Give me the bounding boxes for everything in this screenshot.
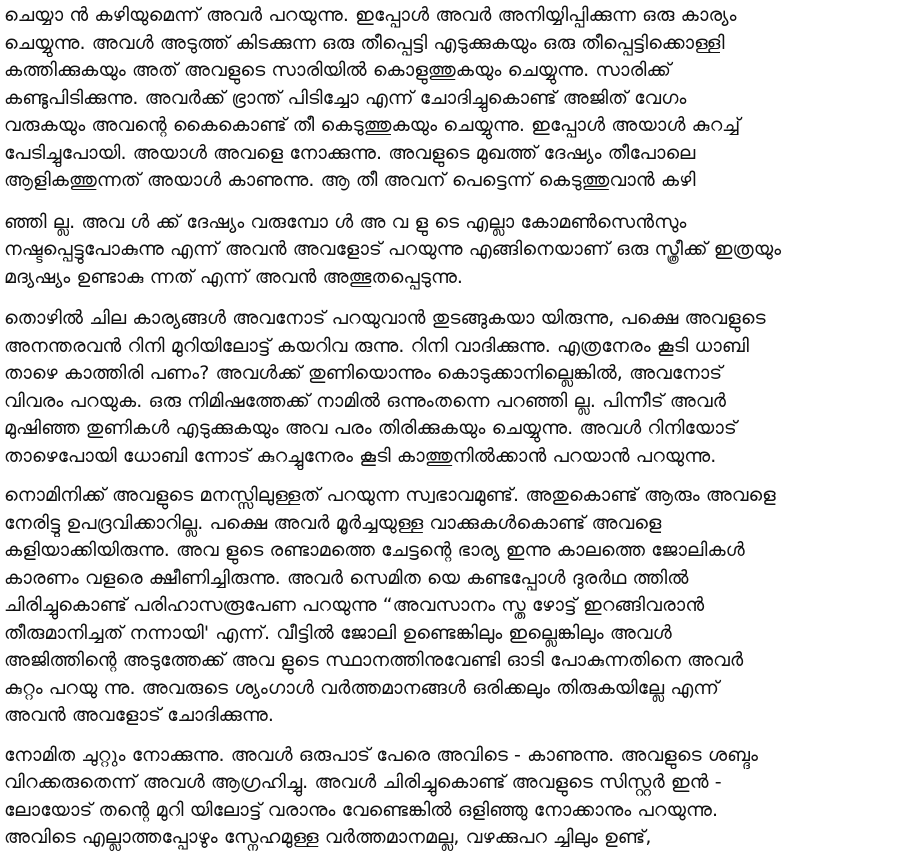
text-line: മദ്യഷ്യം ഉണ്ടാകു ന്നത് എന്ന് അവൻ അത്ഭുതപ്പെടുന്നു. (4, 265, 464, 288)
paragraph-2 (4, 209, 900, 292)
text-line: നൊമിനിക്ക് അവളുടെ മനസ്സിലുള്ളത് പറയുന്ന സ്വഭാവമുണ്ട്. അതുകൊണ്ട് ആരും അവളെ (4, 484, 776, 506)
text-line: കുറ്റം പറയു ന്നു. അവരുടെ ശ്യംഗാൾ വർത്തമാനങ്ങൾ ഒരിക്കലും തിരുകയില്ലേ എന്ന് (4, 676, 720, 699)
text-line: കളിയാക്കിയിരുന്നു. അവ ളുടെ രണ്ടാമത്തെ ചേട്ടന്റെ ഭാര്യ ഇന്നു കാലത്തെ ജോലികൾ (4, 539, 745, 561)
text-line: വരുകയും അവന്റെ കൈകൊണ്ട് തീ കെടുത്തുകയും ചെയ്യുന്നു. ഇപ്പോൾ അയാൾ കുറച്ച് (4, 114, 741, 136)
text-line: അനന്തരവൻ റിനി മുറിയിലോട്ട് കയറിവ രുന്നു. റിനി വാദിക്കുന്നു. എത്രനേരം കൂടി ധാബി (4, 334, 749, 357)
paragraph-1 (4, 2, 900, 195)
text-line: ചെയ്യാ ൻ കഴിയുമെന്ന് അവർ പറയുന്നു. ഇപ്പോൾ അവർ അനിയ്യിപ്പിക്കുന്ന ഒരു കാര്യം (4, 4, 737, 26)
text-line: ചിരിച്ചുകൊണ്ട് പരിഹാസരൂപേണ പറയുന്നു “അവസാനം സ്ത ഴോട്ട് ഇറങ്ങിവരാൻ (4, 594, 705, 616)
text-line: തീരുമാനിച്ചത് നന്നായി' എന്ന്. വീട്ടിൽ ജോലി ഉണ്ടെങ്കിലും ഇല്ലെങ്കിലും അവൾ (4, 621, 672, 644)
text-line: കണ്ടുപിടിക്കുന്നു. അവർക്ക് ഭ്രാന്ത് പിടിച്ചോ എന്ന് ചോദിച്ചുകൊണ്ട് അജിത് വേഗം (4, 86, 687, 109)
text-line: കാരണം വളരെ ക്ഷീണിച്ചിരുന്നു. അവർ സെമിത യെ കണ്ടപ്പോൾ ദുരർഥ ത്തിൽ (4, 566, 689, 589)
paragraph-4 (4, 482, 900, 730)
text-line: അവൻ അവളോട് ചോദിക്കുന്നു. (4, 704, 275, 726)
text-line: ഞ്ഞി ല്ല. അവ ൾ ക്ക് ദേഷ്യം വരുമ്പോ ൾ അ വ ളു ടെ എല്ലാ കോമൺസെൻസും (4, 210, 687, 233)
text-line: മുഷിഞ്ഞ തുണികൾ എടുക്കുകയും അവ പരം തിരിക്കുകയും ചെയ്യുന്നു. അവൾ റിനിയോട് (4, 417, 737, 439)
text-line: കത്തിക്കുകയും അത് അവളുടെ സാരിയിൽ കൊളുത്തുകയും ചെയ്യുന്നു. സാരിക്ക് (4, 59, 672, 81)
text-line: തൊഴിൽ ചില കാര്യങ്ങൾ അവനോട് പറയുവാൻ തുടങ്ങുകയാ യിരുന്നു, പക്ഷെ അവളുടെ (4, 307, 766, 329)
text-line: ആളികത്തുന്നത് അയാൾ കാണുന്നു. ആ തീ അവന് പെട്ടെന്ന് കെടുത്തുവാൻ കഴി (4, 169, 696, 191)
text-line: വിവരം പറയുക. ഒരു നിമിഷത്തേക്ക് നാമിൽ ഒന്നുംതന്നെ പറഞ്ഞി ല്ല. പിന്നീട് അവർ (4, 389, 727, 412)
text-line: ലോയോട് തന്റെ മുറി യിലോട്ട് വരാനും വേണ്ടെങ്കിൽ ഒളിഞ്ഞു നോക്കാനും പറയുന്നു. (4, 798, 719, 821)
text-line: പേടിച്ചുപോയി. അയാൾ അവളെ നോക്കുന്നു. അവളുടെ മുഖത്ത് ദേഷ്യം തീപോലെ (4, 141, 696, 164)
paragraph-5 (4, 742, 900, 852)
text-line: നോമിത ചുറ്റും നോക്കുന്നു. അവൾ ഒരുപാട് പേരെ അവിടെ - കാണുന്നു. അവളുടെ ശബ്ദം (4, 743, 759, 766)
paragraph-3 (4, 305, 900, 470)
text-line: അവിടെ എല്ലാത്തപ്പോഴും സ്നേഹമുള്ള വർത്തമാനമല്ല, വഴക്കുപറ ച്ചിലും ഉണ്ട്, (4, 826, 652, 848)
text-line: അജിത്തിന്റെ അടുത്തേക്ക് അവ ളുടെ സ്ഥാനത്തിനുവേണ്ടി ഓടി പോകുന്നതിനെ അവർ (4, 649, 744, 671)
text-line: ചെയ്യുന്നു. അവൾ അടുത്ത് കിടക്കുന്ന ഒരു തീപ്പെട്ടി എടുക്കുകയും ഒരു തീപ്പെട്ടിക്കൊള്ളി (4, 31, 725, 54)
text-line: വിറക്കരുതെന്ന് അവൾ ആഗ്രഹിച്ചു. അവൾ ചിരിച്ചുകൊണ്ട് അവളുടെ സിസ്റ്റർ ഇൻ - (4, 771, 722, 793)
text-line: താഴെ കാത്തിരി പണം? അവൾക്ക് തുണിയൊന്നും കൊടുക്കാനില്ലെങ്കിൽ, അവനോട് (4, 362, 723, 384)
text-line: നേരിട്ടു ഉപദ്രവിക്കാറില്ല. പക്ഷെ അവർ മൂർച്ചയുള്ള വാക്കുകൾകൊണ്ട് അവളെ (4, 511, 662, 534)
text-line: നഷ്ടപ്പെട്ടുപോകുന്നു എന്ന് അവൻ അവളോട് പറയുന്നു എങ്ങിനെയാണ് ഒരു സ്ത്രീക്ക് ഇത്രയും (4, 238, 782, 260)
text-line: താഴെപോയി ധോബി ന്നോട് കുറച്ചുനേരം കൂടി കാത്തുനിൽക്കാൻ പറയാൻ പറയുന്നു. (4, 444, 717, 467)
